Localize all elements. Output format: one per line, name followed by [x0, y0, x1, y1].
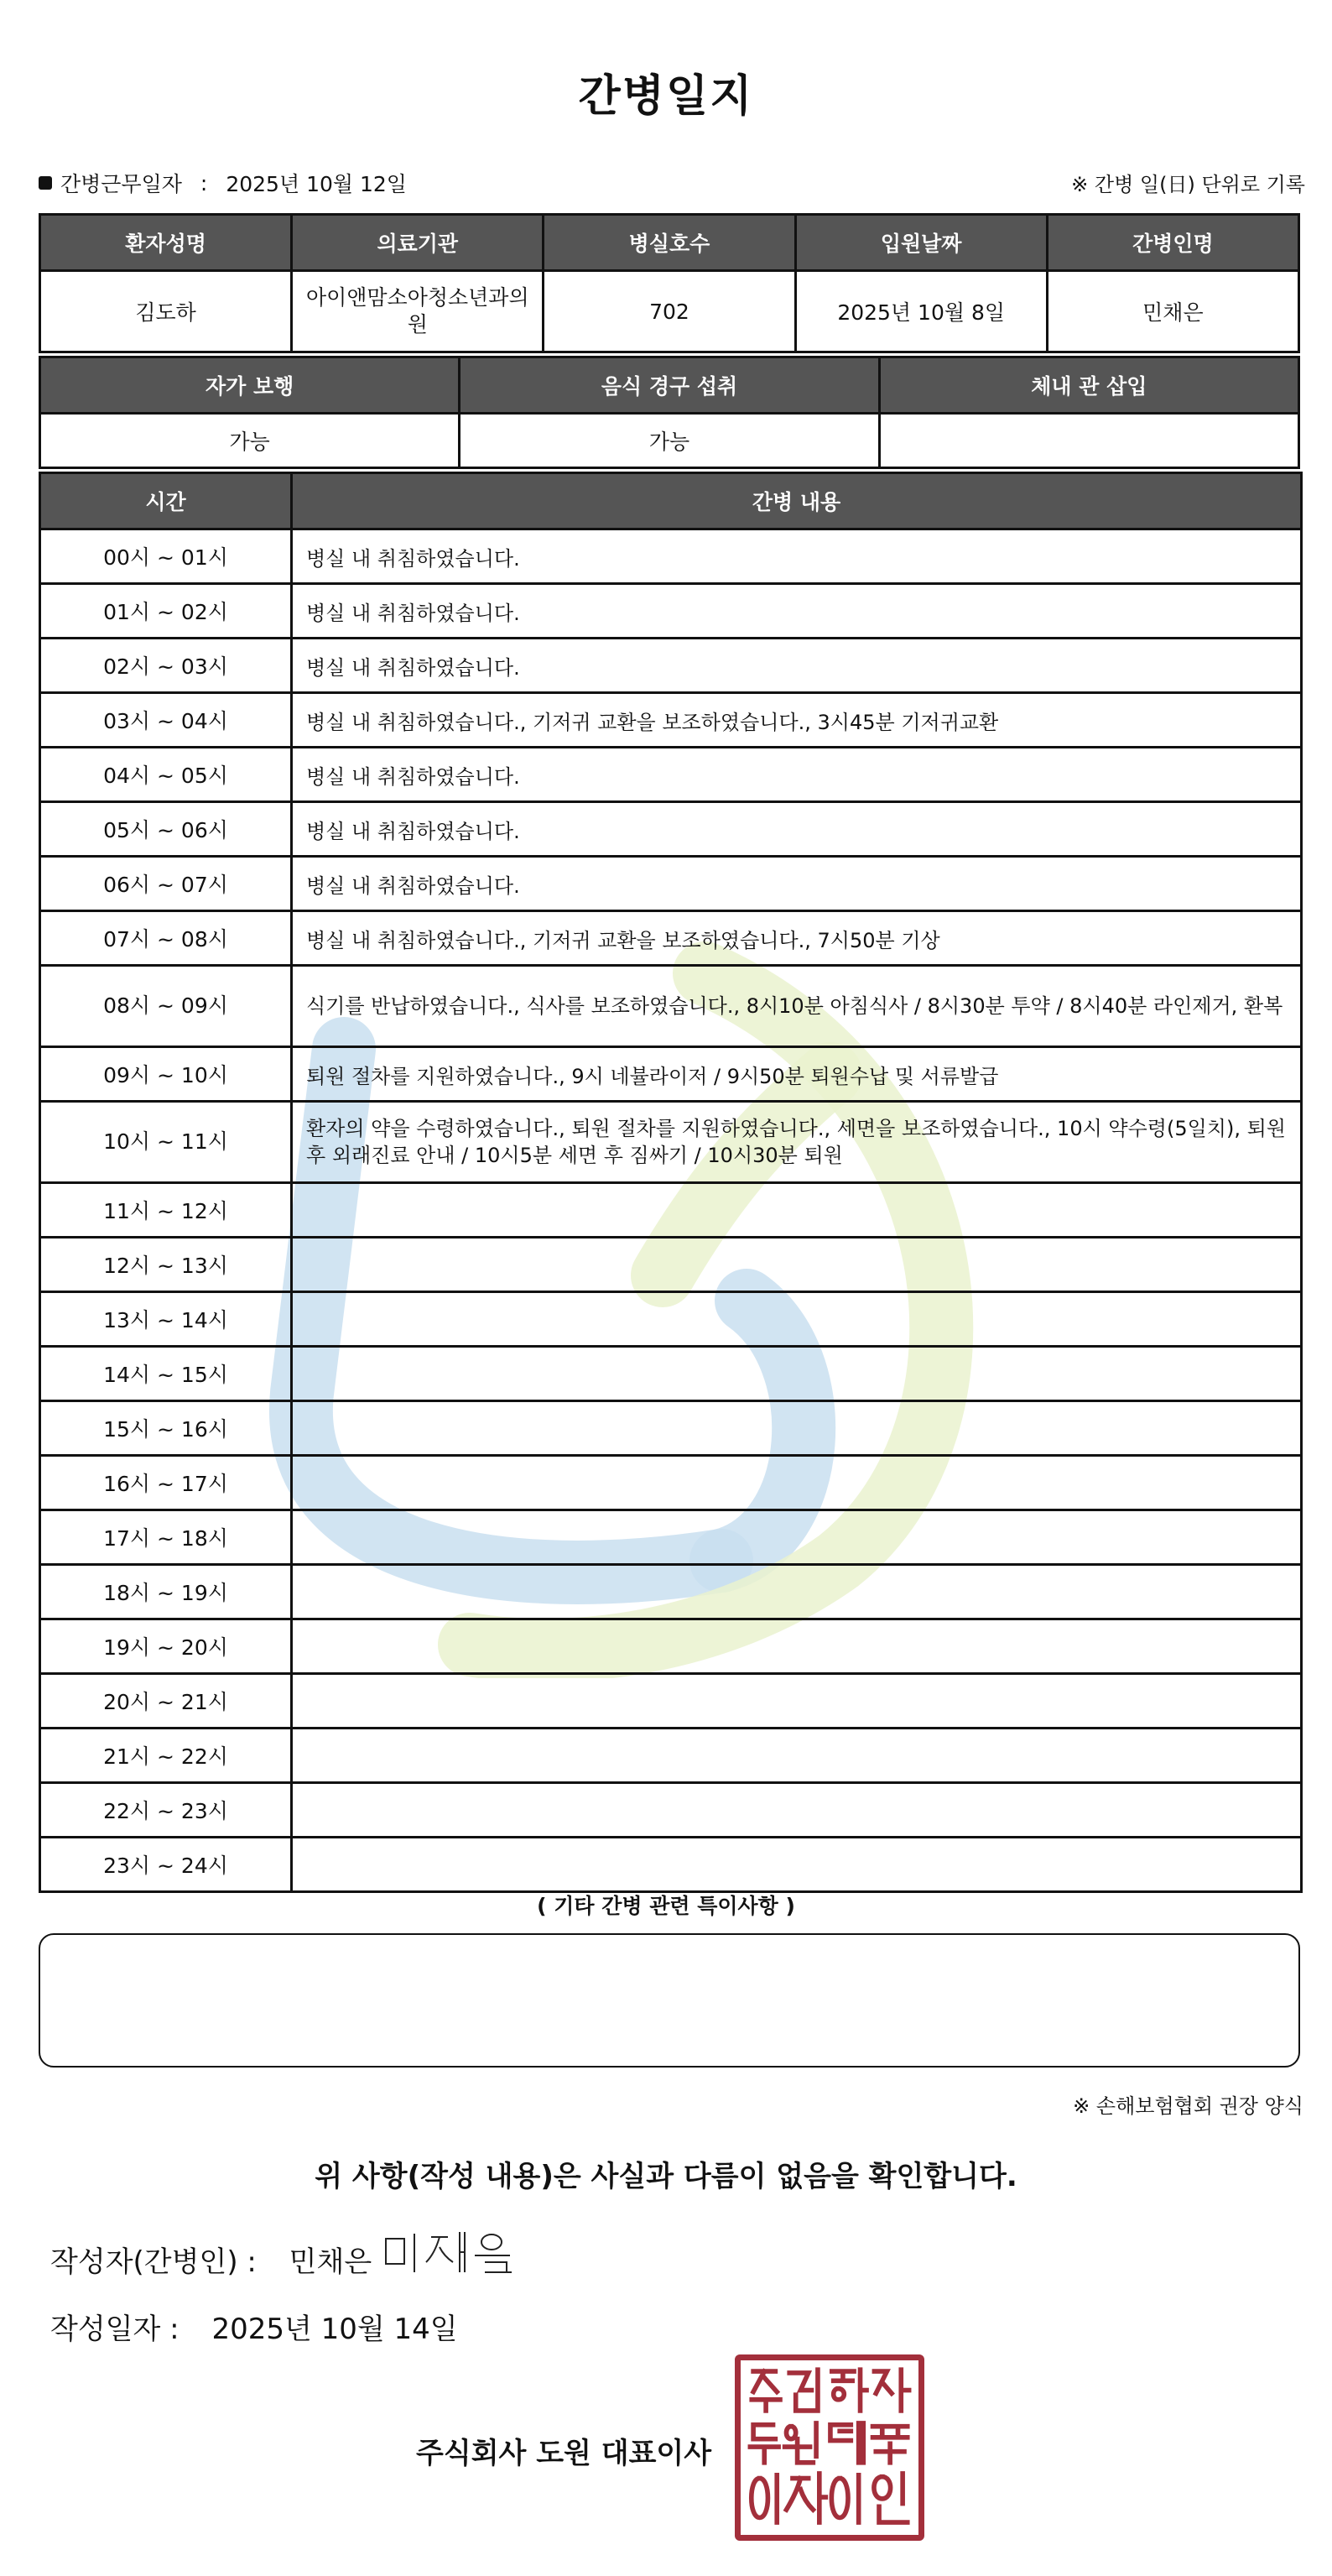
log-time-cell: 04시 ~ 05시: [40, 748, 292, 802]
log-content-cell: 병실 내 취침하였습니다., 기저귀 교환을 보조하였습니다., 7시50분 기상: [292, 911, 1302, 966]
log-time-cell: 23시 ~ 24시: [40, 1838, 292, 1892]
hospital-name: 아이앤맘소아청소년과의원: [292, 271, 544, 352]
log-time-cell: 18시 ~ 19시: [40, 1565, 292, 1619]
written-date-label: 작성일자 :: [50, 2313, 180, 2346]
footnote: ※ 손해보험협회 권장 양식: [1073, 2094, 1303, 2118]
log-row: [40, 911, 1302, 966]
log-content-cell: [292, 1510, 1302, 1565]
written-date-line: [50, 2306, 458, 2347]
log-time-cell: 05시 ~ 06시: [40, 802, 292, 857]
log-time-cell: 13시 ~ 14시: [40, 1292, 292, 1347]
log-content-cell: 병실 내 취침하였습니다.: [292, 748, 1302, 802]
log-time-cell: 21시 ~ 22시: [40, 1729, 292, 1783]
log-row: [40, 802, 1302, 857]
log-row: [40, 1292, 1302, 1347]
log-row: [40, 1619, 1302, 1674]
header-caregiver-name: 간병인명: [1047, 215, 1298, 271]
log-row: [40, 966, 1302, 1047]
status-value-row: [40, 414, 1299, 468]
work-date-value: 2025년 10월 12일: [226, 172, 407, 196]
confirmation-statement: 위 사항(작성 내용)은 사실과 다름이 없음을 확인합니다.: [315, 2160, 1017, 2193]
log-row: [40, 1347, 1302, 1401]
header-patient-name: 환자성명: [40, 215, 292, 271]
log-row: [40, 1183, 1302, 1238]
header-oral-intake: 음식 경구 섭취: [460, 357, 879, 414]
info-value-row: [40, 271, 1299, 352]
work-date-label: 간병근무일자: [60, 172, 182, 196]
status-header-row: [40, 357, 1299, 414]
notes-box: [39, 1933, 1300, 2068]
header-time: 시간: [40, 473, 292, 529]
log-row: [40, 1729, 1302, 1783]
log-time-cell: 19시 ~ 20시: [40, 1619, 292, 1674]
notes-title: ( 기타 간병 관련 특이사항 ): [537, 1894, 795, 1918]
log-time-cell: 11시 ~ 12시: [40, 1183, 292, 1238]
log-content-cell: 병실 내 취침하였습니다.: [292, 584, 1302, 639]
log-time-cell: 20시 ~ 21시: [40, 1674, 292, 1729]
log-content-cell: [292, 1565, 1302, 1619]
company-signature: 주식회사 도원 대표이사: [416, 2437, 712, 2470]
info-header-row: [40, 215, 1299, 271]
bullet-square-icon: [39, 176, 52, 190]
log-content-cell: 퇴원 절차를 지원하였습니다., 9시 네뷸라이저 / 9시50분 퇴원수납 및 서류발급: [292, 1047, 1302, 1102]
log-row: [40, 1047, 1302, 1102]
admission-date: 2025년 10월 8일: [795, 271, 1047, 352]
log-row: [40, 1456, 1302, 1510]
log-time-cell: 12시 ~ 13시: [40, 1238, 292, 1292]
log-content-cell: 식기를 반납하였습니다., 식사를 보조하였습니다., 8시10분 아침식사 / 8시30분 투약 / 8시40분 라인제거, 환복: [292, 966, 1302, 1047]
written-date-value: 2025년 10월 14일: [211, 2313, 458, 2346]
log-row: [40, 529, 1302, 584]
log-row: [40, 1102, 1302, 1183]
log-content-cell: 병실 내 취침하였습니다.: [292, 802, 1302, 857]
patient-status-table: [39, 356, 1300, 469]
header-tube-insertion: 체내 관 삽입: [879, 357, 1298, 414]
log-row: [40, 1838, 1302, 1892]
log-row: [40, 1565, 1302, 1619]
log-row: [40, 1510, 1302, 1565]
log-content-cell: 병실 내 취침하였습니다.: [292, 857, 1302, 911]
tube-insertion-value: [879, 414, 1298, 468]
log-time-cell: 09시 ~ 10시: [40, 1047, 292, 1102]
care-log-table: [39, 472, 1303, 1893]
log-time-cell: 22시 ~ 23시: [40, 1783, 292, 1838]
oral-intake-value: 가능: [460, 414, 879, 468]
log-content-cell: 환자의 약을 수령하였습니다., 퇴원 절차를 지원하였습니다., 세면을 보조하였습니다., 10시 약수령(5일치), 퇴원후 외래진료 안내 / 10시5분 세면 후 짐싸기 / 10시30분 퇴원: [292, 1102, 1302, 1183]
log-content-cell: [292, 1674, 1302, 1729]
log-content-cell: [292, 1729, 1302, 1783]
log-row: [40, 639, 1302, 693]
log-row: [40, 1238, 1302, 1292]
log-row: [40, 1674, 1302, 1729]
log-content-cell: [292, 1838, 1302, 1892]
log-content-cell: [292, 1456, 1302, 1510]
log-content-cell: [292, 1238, 1302, 1292]
log-time-cell: 00시 ~ 01시: [40, 529, 292, 584]
document-title: 간병일지: [578, 71, 754, 122]
header-admission-date: 입원날짜: [795, 215, 1047, 271]
header-room-number: 병실호수: [544, 215, 795, 271]
log-time-cell: 17시 ~ 18시: [40, 1510, 292, 1565]
work-date-colon: :: [200, 170, 208, 196]
patient-name: 김도하: [40, 271, 292, 352]
header-self-walking: 자가 보행: [40, 357, 460, 414]
log-row: [40, 857, 1302, 911]
log-time-cell: 03시 ~ 04시: [40, 693, 292, 748]
log-row: [40, 1783, 1302, 1838]
writer-name: 민채은: [289, 2245, 372, 2279]
log-time-cell: 06시 ~ 07시: [40, 857, 292, 911]
caregiver-name: 민채은: [1047, 271, 1298, 352]
log-time-cell: 07시 ~ 08시: [40, 911, 292, 966]
log-time-cell: 02시 ~ 03시: [40, 639, 292, 693]
log-time-cell: 08시 ~ 09시: [40, 966, 292, 1047]
writer-label: 작성자(간병인) :: [50, 2245, 257, 2279]
log-content-cell: 병실 내 취침하였습니다.: [292, 529, 1302, 584]
log-row: [40, 1401, 1302, 1456]
log-content-cell: [292, 1292, 1302, 1347]
room-number: 702: [544, 271, 795, 352]
company-seal-stamp: [735, 2354, 924, 2541]
handwritten-signature: [377, 2224, 528, 2282]
log-content-cell: [292, 1401, 1302, 1456]
header-care-content: 간병 내용: [292, 473, 1302, 529]
log-content-cell: [292, 1183, 1302, 1238]
self-walking-value: 가능: [40, 414, 460, 468]
log-time-cell: 15시 ~ 16시: [40, 1401, 292, 1456]
log-time-cell: 14시 ~ 15시: [40, 1347, 292, 1401]
work-date-line: [39, 168, 407, 198]
log-row: [40, 693, 1302, 748]
log-row: [40, 584, 1302, 639]
seal-glyphs: [741, 2360, 918, 2535]
log-content-cell: [292, 1783, 1302, 1838]
header-hospital: 의료기관: [292, 215, 544, 271]
log-row: [40, 748, 1302, 802]
log-time-cell: 10시 ~ 11시: [40, 1102, 292, 1183]
patient-info-table: [39, 213, 1300, 353]
writer-line: [50, 2239, 372, 2280]
log-content-cell: [292, 1347, 1302, 1401]
log-body: [40, 529, 1302, 1892]
log-header-row: [40, 473, 1302, 529]
log-time-cell: 01시 ~ 02시: [40, 584, 292, 639]
log-content-cell: 병실 내 취침하였습니다.: [292, 639, 1302, 693]
log-content-cell: [292, 1619, 1302, 1674]
log-time-cell: 16시 ~ 17시: [40, 1456, 292, 1510]
unit-note: ※ 간병 일(日) 단위로 기록: [1071, 173, 1305, 196]
log-content-cell: 병실 내 취침하였습니다., 기저귀 교환을 보조하였습니다., 3시45분 기저귀교환: [292, 693, 1302, 748]
